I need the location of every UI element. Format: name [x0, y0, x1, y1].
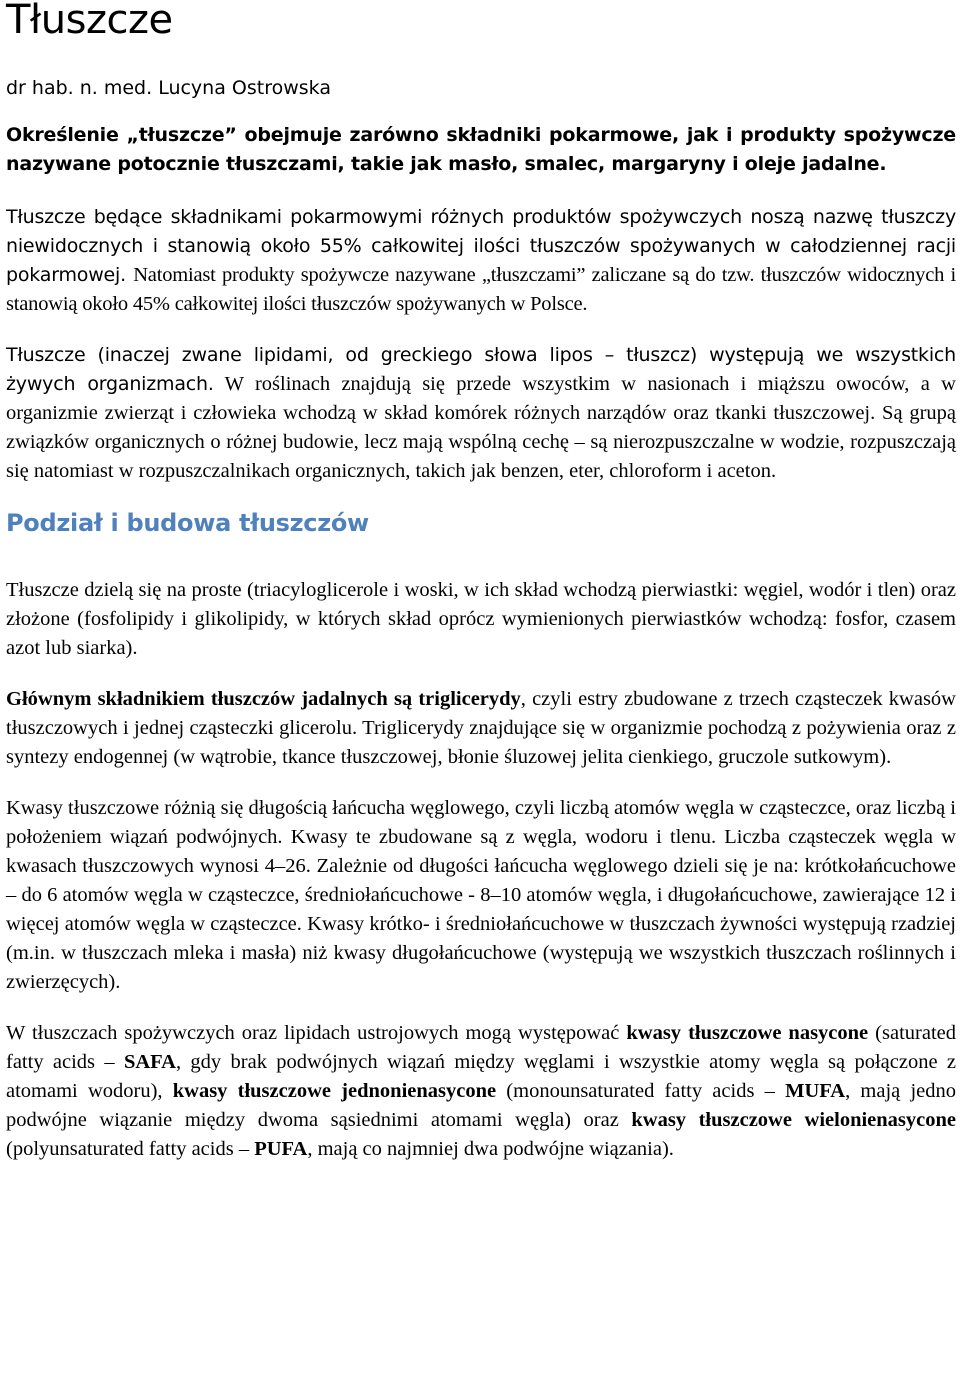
- paragraph-text-serif: Natomiast produkty spożywcze nazywane „tłuszczami” zaliczane są do tzw. tłuszczów widocznych i stanowią około 45% całkowitej ilości tłuszczów spożywanych w Polsce.: [6, 264, 956, 315]
- paragraph-text: (monounsaturated fatty acids –: [496, 1080, 786, 1102]
- paragraph-fatty-acid-types: [6, 1019, 956, 1164]
- bold-text: kwasy tłuszczowe nasycone: [626, 1022, 869, 1044]
- bold-text: kwasy tłuszczowe jednonienasycone: [172, 1080, 497, 1102]
- bold-text: MUFA: [785, 1080, 846, 1102]
- paragraph-text-sans: Tłuszcze (inaczej zwane lipidami, od greckiego słowa lipos – tłuszcz) występują we wszystkich żywych organizmach.: [6, 344, 956, 395]
- paragraph-triglycerides: [6, 685, 956, 772]
- paragraph-text: , czyli estry zbudowane z trzech cząsteczek kwasów tłuszczowych i jednej cząsteczki glicerolu. Triglicerydy znajdujące się w organizmie pochodzą z pożywienia oraz z syntezy endogennej (w wątrobie, tkance tłuszczowej, błonie śluzowej jelita cienkiego, gruczole sutkowym).: [6, 688, 956, 768]
- paragraph-text: , mają jedno podwójne wiązanie między dwoma sąsiednimi atomami węgla) oraz: [6, 1080, 956, 1131]
- paragraph-text: , gdy brak podwójnych wiązań między węglami i wszystkie atomy węgla są połączone z atomami wodoru),: [6, 1051, 956, 1102]
- section-heading: Podział i budowa tłuszczów: [6, 509, 369, 537]
- paragraph-lipids: [6, 341, 956, 486]
- paragraph-text: , mają co najmniej dwa podwójne wiązania).: [307, 1138, 674, 1160]
- paragraph-classification: Tłuszcze dzielą się na proste (triacyloglicerole i woski, w ich skład wchodzą pierwiastki: węgiel, wodór i tlen) oraz złożone (fosfolipidy i glikolipidy, w których skład oprócz wymienionych pierwiastków wchodzą: fosfor, czasem azot lub siarka).: [6, 579, 956, 659]
- document-page: [6, 0, 956, 1164]
- author-line: dr hab. n. med. Lucyna Ostrowska: [6, 77, 331, 99]
- bold-text: kwasy tłuszczowe wielonienasycone: [631, 1109, 956, 1131]
- bold-text: PUFA: [254, 1138, 308, 1160]
- intro-paragraph: Określenie „tłuszcze” obejmuje zarówno składniki pokarmowe, jak i produkty spożywcze nazywane potocznie tłuszczami, takie jak masło, smalec, margaryny i oleje jadalne.: [6, 124, 956, 175]
- bold-text: SAFA: [123, 1051, 176, 1073]
- page-title: Tłuszcze: [6, 0, 173, 43]
- paragraph-text: Tłuszcze będące składnikami pokarmowymi różnych produktów spożywczych noszą nazwę tłuszczy niewidocznych i stanowią około 55% całkowitej ilości tłuszczów spożywanych w całodziennej racji pokarmowej.: [6, 206, 956, 286]
- bold-text: Głównym składnikiem tłuszczów jadalnych są triglicerydy: [6, 688, 521, 710]
- paragraph-text: W roślinach znajdują się przede wszystkim w nasionach i miąższu owoców, a w organizmie zwierząt i człowieka wchodzą w skład komórek różnych narządów oraz tkanki tłuszczowej.: [6, 373, 956, 424]
- paragraph-text: Są grupą związków organicznych o różnej budowie, lecz mają wspólną cechę – są nierozpuszczalne w wodzie, rozpuszczają się natomiast w rozpuszczalnikach organicznych, takich jak benzen, eter, chloroform i aceton.: [6, 402, 956, 482]
- paragraph-invisible-fats: [6, 203, 956, 319]
- paragraph-text: W tłuszczach spożywczych oraz lipidach ustrojowych mogą występować: [6, 1022, 627, 1044]
- paragraph-fatty-acids: Kwasy tłuszczowe różnią się długością łańcucha węglowego, czyli liczbą atomów węgla w cząsteczce, oraz liczbą i położeniem wiązań podwójnych. Kwasy te zbudowane są z węgla, wodoru i tlenu. Liczba cząsteczek węgla w kwasach tłuszczowych wynosi 4–26. Zależnie od długości łańcucha węglowego dzieli się je na: krótkołańcuchowe – do 6 atomów węgla w cząsteczce, średniołańcuchowe - 8–10 atomów węgla, i długołańcuchowe, zawierające 12 i więcej atomów węgla w cząsteczce. Kwasy krótko- i średniołańcuchowe w tłuszczach żywności występują rzadziej (m.in. w tłuszczach mleka i masła) niż kwasy długołańcuchowe (występują we wszystkich tłuszczach roślinnych i zwierzęcych).: [6, 797, 956, 993]
- paragraph-text: (saturated fatty acids –: [6, 1022, 956, 1073]
- paragraph-text: (polyunsaturated fatty acids –: [6, 1138, 255, 1160]
